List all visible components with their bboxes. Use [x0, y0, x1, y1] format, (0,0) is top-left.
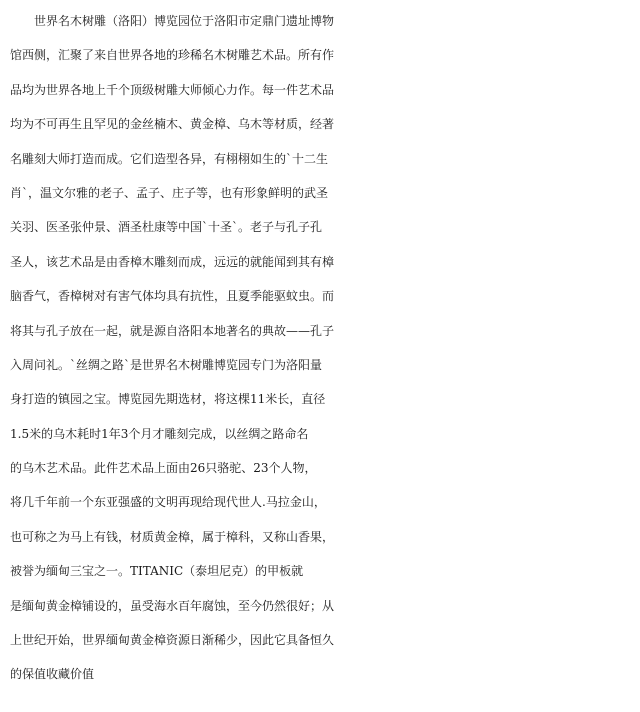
text-line-7: 关羽、医圣张仲景、酒圣杜康等中国`十圣`。老子与孔子孔 [10, 220, 323, 235]
article-paragraph [10, 4, 640, 692]
text-line-1: 世界名木树雕（洛阳）博览园位于洛阳市定鼎门遗址博物 [10, 14, 335, 28]
text-line-2: 馆西侧，汇聚了来自世界各地的珍稀名木树雕艺术品。所有作 [10, 48, 335, 63]
text-line-13: 1.5米的乌木耗时1年3个月才雕刻完成，以丝绸之路命名 [10, 426, 309, 441]
text-line-18: 是缅甸黄金樟铺设的，虽受海水百年腐蚀，至今仍然很好；从 [10, 598, 335, 613]
text-line-4: 均为不可再生且罕见的金丝楠木、黄金樟、乌木等材质，经著 [10, 117, 335, 132]
text-line-9: 脑香气，香樟树对有害气体均具有抗性，且夏季能驱蚊虫。而 [10, 289, 335, 304]
text-line-12: 身打造的镇园之宝。博览园先期选材，将这棵11米长，直径 [10, 392, 326, 407]
text-line-15: 将几千年前一个东亚强盛的文明再现给现代世人.马拉金山， [10, 495, 326, 510]
text-line-20: 的保值收藏价值 [10, 667, 95, 682]
text-line-11: 入周问礼。`丝绸之路`是世界名木树雕博览园专门为洛阳量 [10, 357, 323, 372]
text-line-6: 肖`，温文尔雅的老子、孟子、庄子等，也有形象鲜明的武圣 [10, 185, 329, 200]
text-line-17: 被誉为缅甸三宝之一。TITANIC（泰坦尼克）的甲板就 [10, 564, 304, 579]
text-line-14: 的乌木艺术品。此件艺术品上面由26只骆驼、23个人物， [10, 461, 317, 476]
text-line-16: 也可称之为马上有钱，材质黄金樟，属于樟科，又称山香果， [10, 529, 335, 544]
text-line-3: 品均为世界各地上千个顶级树雕大师倾心力作。每一件艺术品 [10, 82, 335, 97]
text-line-10: 将其与孔子放在一起，就是源自洛阳本地著名的典故——孔子 [10, 323, 335, 338]
text-line-5: 名雕刻大师打造而成。它们造型各异，有栩栩如生的`十二生 [10, 151, 329, 166]
text-line-8: 圣人，该艺术品是由香樟木雕刻而成，远远的就能闻到其有樟 [10, 254, 335, 269]
text-line-19: 上世纪开始，世界缅甸黄金樟资源日渐稀少，因此它具备恒久 [10, 633, 335, 648]
